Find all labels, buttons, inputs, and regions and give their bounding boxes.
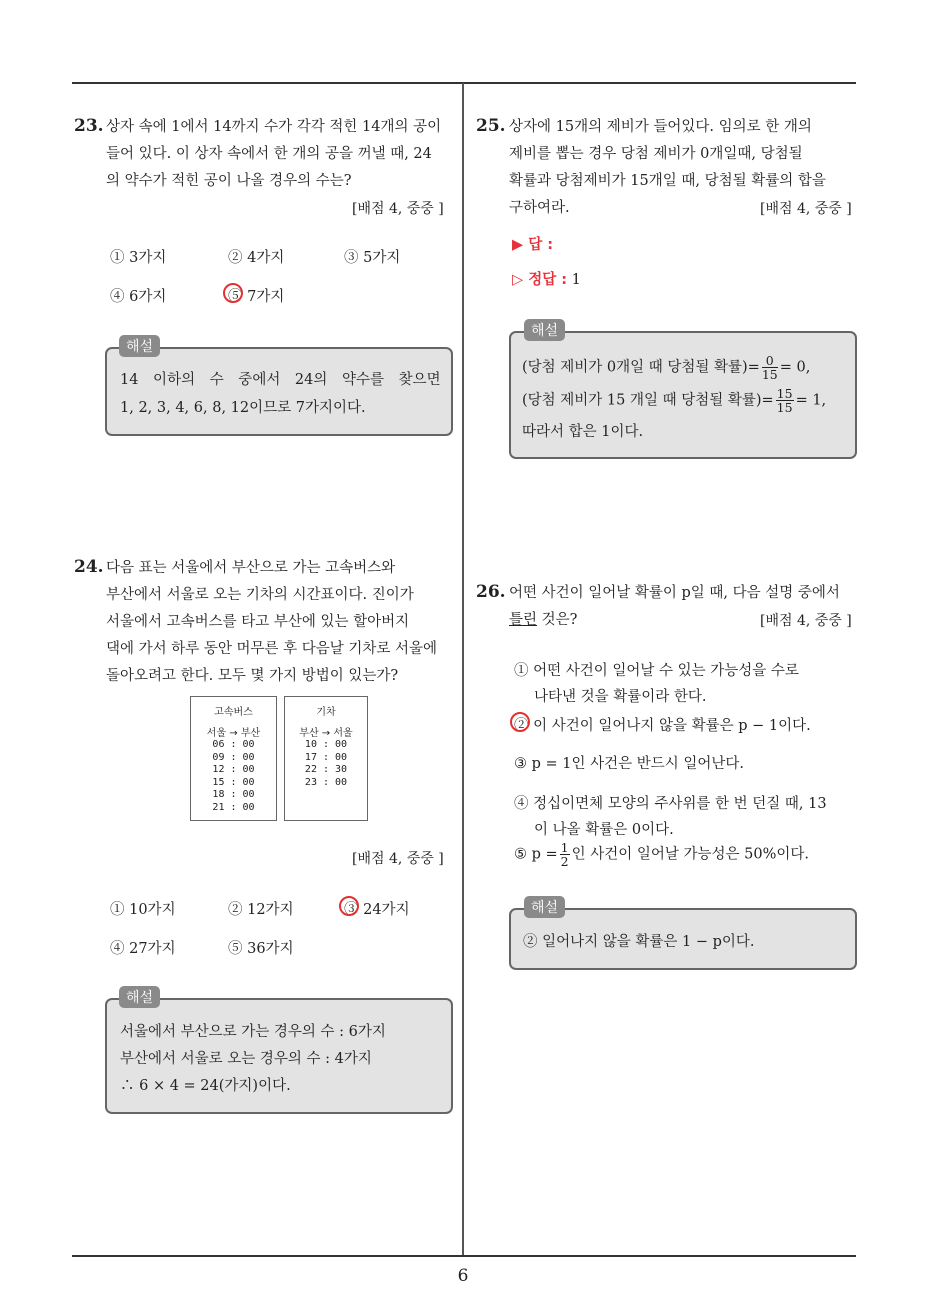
- selected-answer-circle-icon: [223, 283, 243, 303]
- points-label: [배점 4, 중중 ]: [760, 201, 852, 217]
- timetable-time: 10 : 00: [304, 739, 348, 750]
- fraction-denominator: 15: [776, 400, 793, 415]
- option-1-continued: 나타낸 것을 확률이라 한다.: [534, 689, 707, 705]
- fraction-denominator: 2: [560, 854, 569, 869]
- option-3[interactable]: ③ 24가지: [344, 902, 410, 918]
- option-2[interactable]: ② 4가지: [228, 250, 285, 266]
- timetable-title: 고속버스: [214, 707, 253, 718]
- question-text: 것은?: [537, 612, 578, 628]
- question-text-line: 제비를 뽑는 경우 당첨 제비가 0개일때, 당첨될: [509, 146, 803, 162]
- selected-answer-circle-icon: [339, 896, 359, 916]
- question-text-line: 들어 있다. 이 상자 속에서 한 개의 공을 꺼낼 때, 24: [106, 146, 432, 162]
- question-text-line: 상자에 15개의 제비가 들어있다. 임의로 한 개의: [509, 119, 812, 135]
- selected-answer-circle-icon: [510, 712, 530, 732]
- explanation-text: (당첨 제비가 15 개일 때 당첨될 확률)=: [522, 392, 774, 409]
- correct-answer-label: ▷ 정답 :: [512, 272, 568, 288]
- question-text-line: 구하여라.: [509, 200, 570, 216]
- fraction-numerator: 0: [762, 354, 778, 368]
- option-2[interactable]: ② 12가지: [228, 902, 294, 918]
- explanation-line: ② 일어나지 않을 확률은 1 − p이다.: [523, 934, 755, 950]
- question-text-line: 상자 속에 1에서 14까지 수가 각각 적힌 14개의 공이: [106, 119, 442, 135]
- timetable-route: 부산 → 서울: [299, 728, 353, 739]
- question-text-line: 다음 표는 서울에서 부산으로 가는 고속버스와: [106, 560, 396, 576]
- option-1[interactable]: ① 어떤 사건이 일어날 수 있는 가능성을 수로: [514, 663, 799, 679]
- question-text-line: 어떤 사건이 일어날 확률이 p일 때, 다음 설명 중에서: [509, 585, 840, 601]
- option-4[interactable]: ④ 6가지: [110, 289, 167, 305]
- train-timetable: [284, 696, 368, 821]
- question-text-line: 서울에서 고속버스를 타고 부산에 있는 할아버지: [106, 614, 410, 630]
- timetable-route: 서울 → 부산: [206, 728, 261, 739]
- answer-input-label[interactable]: ▶ 답 :: [512, 237, 554, 253]
- question-number: 26.: [476, 582, 506, 602]
- question-text-line: 부산에서 서울로 오는 기차의 시간표이다. 진이가: [106, 587, 414, 603]
- question-text-line: 확률과 당첨제비가 15개일 때, 당첨될 확률의 합을: [509, 173, 826, 189]
- explanation-tag: 해설: [524, 319, 565, 341]
- explanation-line: ∴ 6 × 4 = 24(가지)이다.: [120, 1078, 291, 1094]
- timetable-time: 12 : 00: [212, 764, 255, 775]
- fraction: [762, 354, 778, 381]
- question-text-line: 돌아오려고 한다. 모두 몇 가지 방법이 있는가?: [106, 668, 399, 684]
- correct-answer: [512, 268, 581, 289]
- option-text: ⑤ p =: [514, 846, 558, 863]
- column-divider: [462, 83, 464, 1256]
- timetable-time: 23 : 00: [304, 776, 348, 788]
- explanation-tag: 해설: [119, 986, 160, 1008]
- fraction: [776, 387, 794, 414]
- timetable-time: 22 : 30: [304, 764, 348, 775]
- option-1[interactable]: ① 10가지: [110, 902, 176, 918]
- page-number: 6: [457, 1266, 469, 1286]
- option-3[interactable]: ③ 5가지: [344, 250, 401, 266]
- explanation-line: [522, 354, 810, 381]
- option-4[interactable]: ④ 27가지: [110, 941, 176, 957]
- question-text-line: 의 약수가 적힌 공이 나올 경우의 수는?: [106, 173, 352, 189]
- explanation-line: 부산에서 서울로 오는 경우의 수 : 4가지: [120, 1051, 372, 1067]
- question-number: 23.: [74, 116, 104, 136]
- fraction: [560, 841, 570, 868]
- option-4[interactable]: ④ 정십이면체 모양의 주사위를 한 번 던질 때, 13: [514, 796, 827, 812]
- underlined-keyword: 틀린: [509, 612, 538, 628]
- question-text-line: [509, 607, 577, 634]
- explanation-line: 따라서 합은 1이다.: [522, 424, 644, 440]
- question-text-line: 댁에 가서 하루 동안 머무른 후 다음날 기차로 서울에: [106, 641, 438, 657]
- explanation-line: 서울에서 부산으로 가는 경우의 수 : 6가지: [120, 1024, 386, 1040]
- explanation-tag: 해설: [119, 335, 160, 357]
- option-3[interactable]: ③ p = 1인 사건은 반드시 일어난다.: [514, 756, 744, 772]
- explanation-text: = 1,: [795, 392, 827, 409]
- bus-timetable: [190, 696, 277, 821]
- points-label: [배점 4, 중중 ]: [352, 851, 444, 867]
- option-5[interactable]: ⑤ 36가지: [228, 941, 294, 957]
- question-number: 24.: [74, 557, 104, 577]
- timetable-time: 06 : 00: [212, 739, 255, 750]
- timetable-time: 17 : 00: [304, 751, 348, 763]
- option-4-continued: 이 나올 확률은 0이다.: [534, 822, 674, 838]
- option-2[interactable]: ② 이 사건이 일어나지 않을 확률은 p − 1이다.: [514, 718, 811, 734]
- bottom-rule: [72, 1255, 856, 1257]
- timetable-time: 09 : 00: [212, 751, 255, 763]
- timetable-time: 15 : 00: [212, 776, 255, 788]
- timetable-title: 기차: [316, 707, 336, 718]
- fraction-numerator: 1: [560, 840, 569, 855]
- option-5[interactable]: [514, 841, 809, 868]
- question-number: 25.: [476, 116, 506, 136]
- explanation-box: [105, 347, 453, 436]
- option-1[interactable]: ① 3가지: [110, 250, 167, 266]
- explanation-line: 1, 2, 3, 4, 6, 8, 12이므로 7가지이다.: [120, 400, 366, 416]
- timetable-time: 21 : 00: [212, 801, 255, 813]
- explanation-tag: 해설: [524, 896, 565, 918]
- points-label: [배점 4, 중중 ]: [760, 613, 852, 629]
- option-text: 인 사건이 일어날 가능성은 50%이다.: [571, 846, 809, 863]
- fraction-numerator: 15: [776, 386, 793, 401]
- explanation-text: (당첨 제비가 0개일 때 당첨될 확률)=: [522, 359, 760, 376]
- fraction-denominator: 15: [761, 367, 778, 382]
- points-label: [배점 4, 중중 ]: [352, 201, 444, 217]
- top-rule: [72, 82, 856, 84]
- explanation-line: 14 이하의 수 중에서 24의 약수를 찾으면: [120, 372, 441, 388]
- option-5[interactable]: ⑤ 7가지: [228, 289, 285, 305]
- timetable-time: 18 : 00: [212, 789, 255, 800]
- explanation-line: [522, 387, 826, 414]
- correct-answer-value: 1: [571, 272, 581, 288]
- explanation-text: = 0,: [779, 359, 811, 376]
